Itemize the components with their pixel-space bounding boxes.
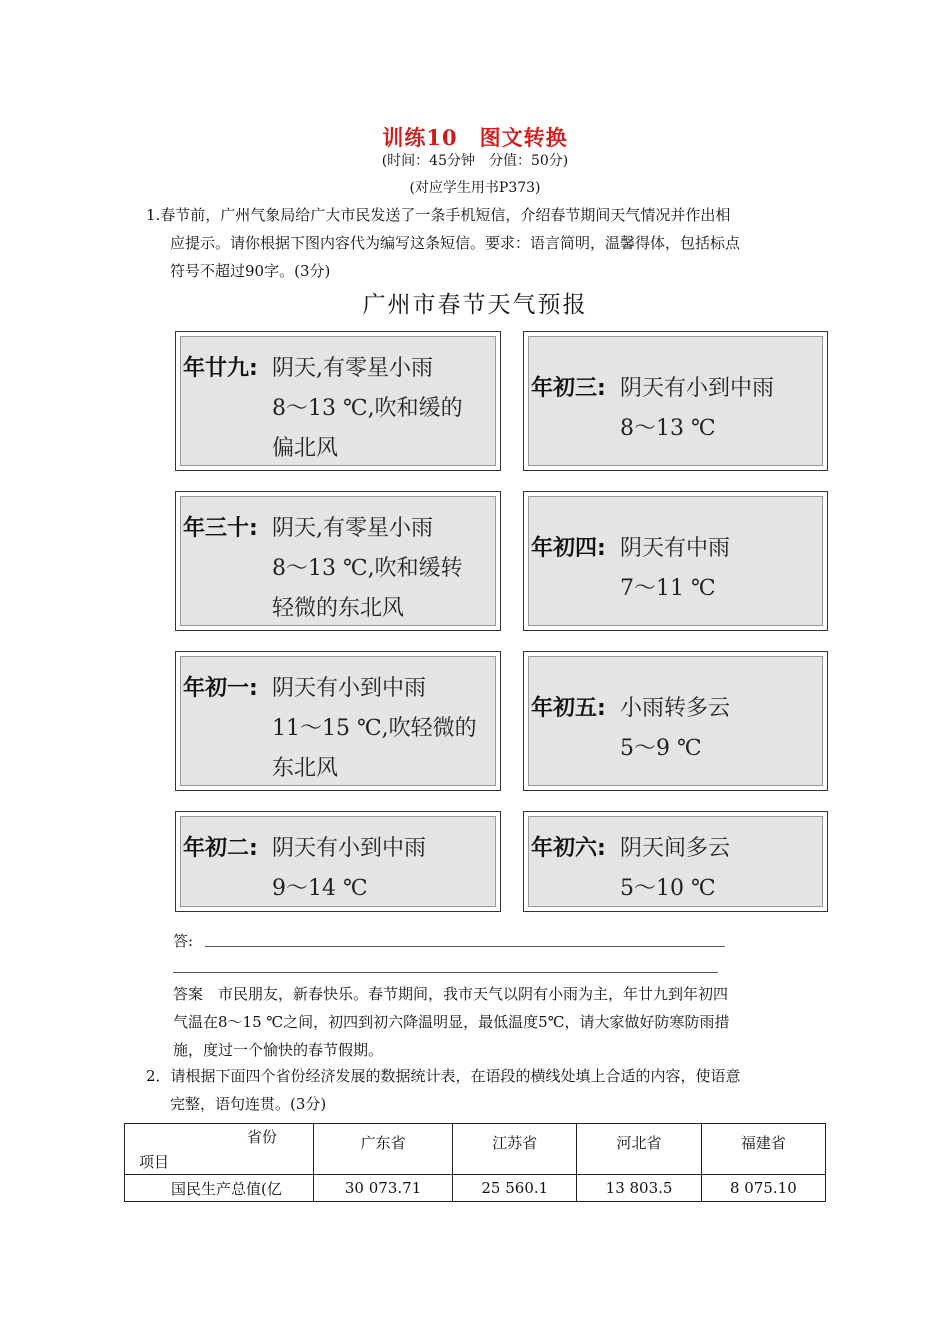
forecast-temp: 5～10 ℃ (620, 876, 716, 901)
answer-line[interactable] (173, 972, 718, 973)
forecast-day: 年廿九: (183, 356, 258, 381)
forecast-line: 阴天有小到中雨 (620, 376, 775, 401)
table-row-label: 国民生产总值(亿 (125, 1175, 314, 1202)
forecast-day: 年三十: (183, 516, 258, 541)
forecast-day: 年初四: (531, 536, 606, 561)
table-header-cell: 广东省 (314, 1124, 453, 1175)
forecast-line: 偏北风 (272, 436, 339, 461)
answer-line[interactable] (205, 946, 725, 947)
page-title: 训练10 图文转换 (382, 125, 568, 150)
forecast-temp: 9～14 ℃ (272, 876, 368, 901)
forecast-line: 阴天有小到中雨 (272, 836, 427, 861)
question-2-line: 2．请根据下面四个省份经济发展的数据统计表，在语段的横线处填上合适的内容，使语意 (146, 1067, 741, 1085)
forecast-line: 11～15 ℃,吹轻微的 (272, 716, 477, 741)
forecast-line: 东北风 (272, 756, 339, 781)
forecast-line: 阴天间多云 (620, 836, 731, 861)
table-cell: 25 560.1 (453, 1175, 577, 1202)
forecast-line: 阴天,有零星小雨 (272, 516, 433, 541)
forecast-day: 年初三: (531, 376, 606, 401)
question-1-line: 1.春节前，广州气象局给广大市民发送了一条手机短信，介绍春节期间天气情况并作出相 (146, 206, 731, 224)
table-header-cell: 河北省 (577, 1124, 701, 1175)
answer-label: 答: (173, 932, 194, 950)
forecast-line: 轻微的东北风 (272, 596, 405, 621)
forecast-box (175, 491, 501, 631)
economy-table (124, 1123, 826, 1202)
forecast-temp: 7～11 ℃ (620, 576, 716, 601)
forecast-box (523, 811, 828, 912)
answer-text-line: 答案 市民朋友，新春快乐。春节期间，我市天气以阴有小雨为主，年廿九到年初四 (173, 985, 729, 1003)
answer-text-line: 气温在8～15 ℃之间，初四到初六降温明显，最低温度5℃，请大家做好防寒防雨措 (173, 1013, 730, 1031)
corner-province-label: 省份 (246, 1128, 277, 1146)
forecast-line: 阴天,有零星小雨 (272, 356, 433, 381)
forecast-box (175, 811, 501, 912)
forecast-line: 8～13 ℃,吹和缓转 (272, 556, 463, 581)
forecast-line: 阴天有小到中雨 (272, 676, 427, 701)
book-reference: (对应学生用书P373) (409, 180, 541, 196)
question-2 (146, 1062, 741, 1118)
question-1-line: 符号不超过90字。(3分) (170, 262, 331, 280)
table-cell: 13 803.5 (577, 1175, 701, 1202)
question-2-line: 完整，语句连贯。(3分) (170, 1095, 327, 1113)
forecast-day: 年初六: (531, 836, 606, 861)
table-row (125, 1175, 826, 1202)
table-corner-cell (125, 1124, 314, 1175)
forecast-day: 年初二: (183, 836, 258, 861)
forecast-box (523, 491, 828, 631)
answer-text-line: 施，度过一个愉快的春节假期。 (173, 1041, 384, 1059)
corner-item-label: 项目 (139, 1153, 170, 1171)
table-header-cell: 福建省 (701, 1124, 825, 1175)
question-1-line: 应提示。请你根据下图内容代为编写这条短信。要求：语言简明，温馨得体，包括标点 (170, 234, 741, 252)
forecast-title: 广州市春节天气预报 (362, 292, 588, 318)
forecast-box (175, 651, 501, 791)
forecast-box (523, 331, 828, 471)
table-cell: 8 075.10 (701, 1175, 825, 1202)
answer-text (173, 980, 730, 1064)
forecast-box (523, 651, 828, 791)
forecast-day: 年初一: (183, 676, 258, 701)
time-info: (时间：45分钟 分值：50分) (381, 153, 569, 169)
forecast-line: 阴天有中雨 (620, 536, 731, 561)
table-header-row (125, 1124, 826, 1175)
forecast-box (175, 331, 501, 471)
forecast-line: 小雨转多云 (620, 696, 731, 721)
forecast-temp: 8～13 ℃ (620, 416, 716, 441)
forecast-day: 年初五: (531, 696, 606, 721)
forecast-line: 8～13 ℃,吹和缓的 (272, 396, 463, 421)
table-cell: 30 073.71 (314, 1175, 453, 1202)
question-1 (146, 201, 740, 285)
forecast-temp: 5～9 ℃ (620, 736, 702, 761)
table-header-cell: 江苏省 (453, 1124, 577, 1175)
